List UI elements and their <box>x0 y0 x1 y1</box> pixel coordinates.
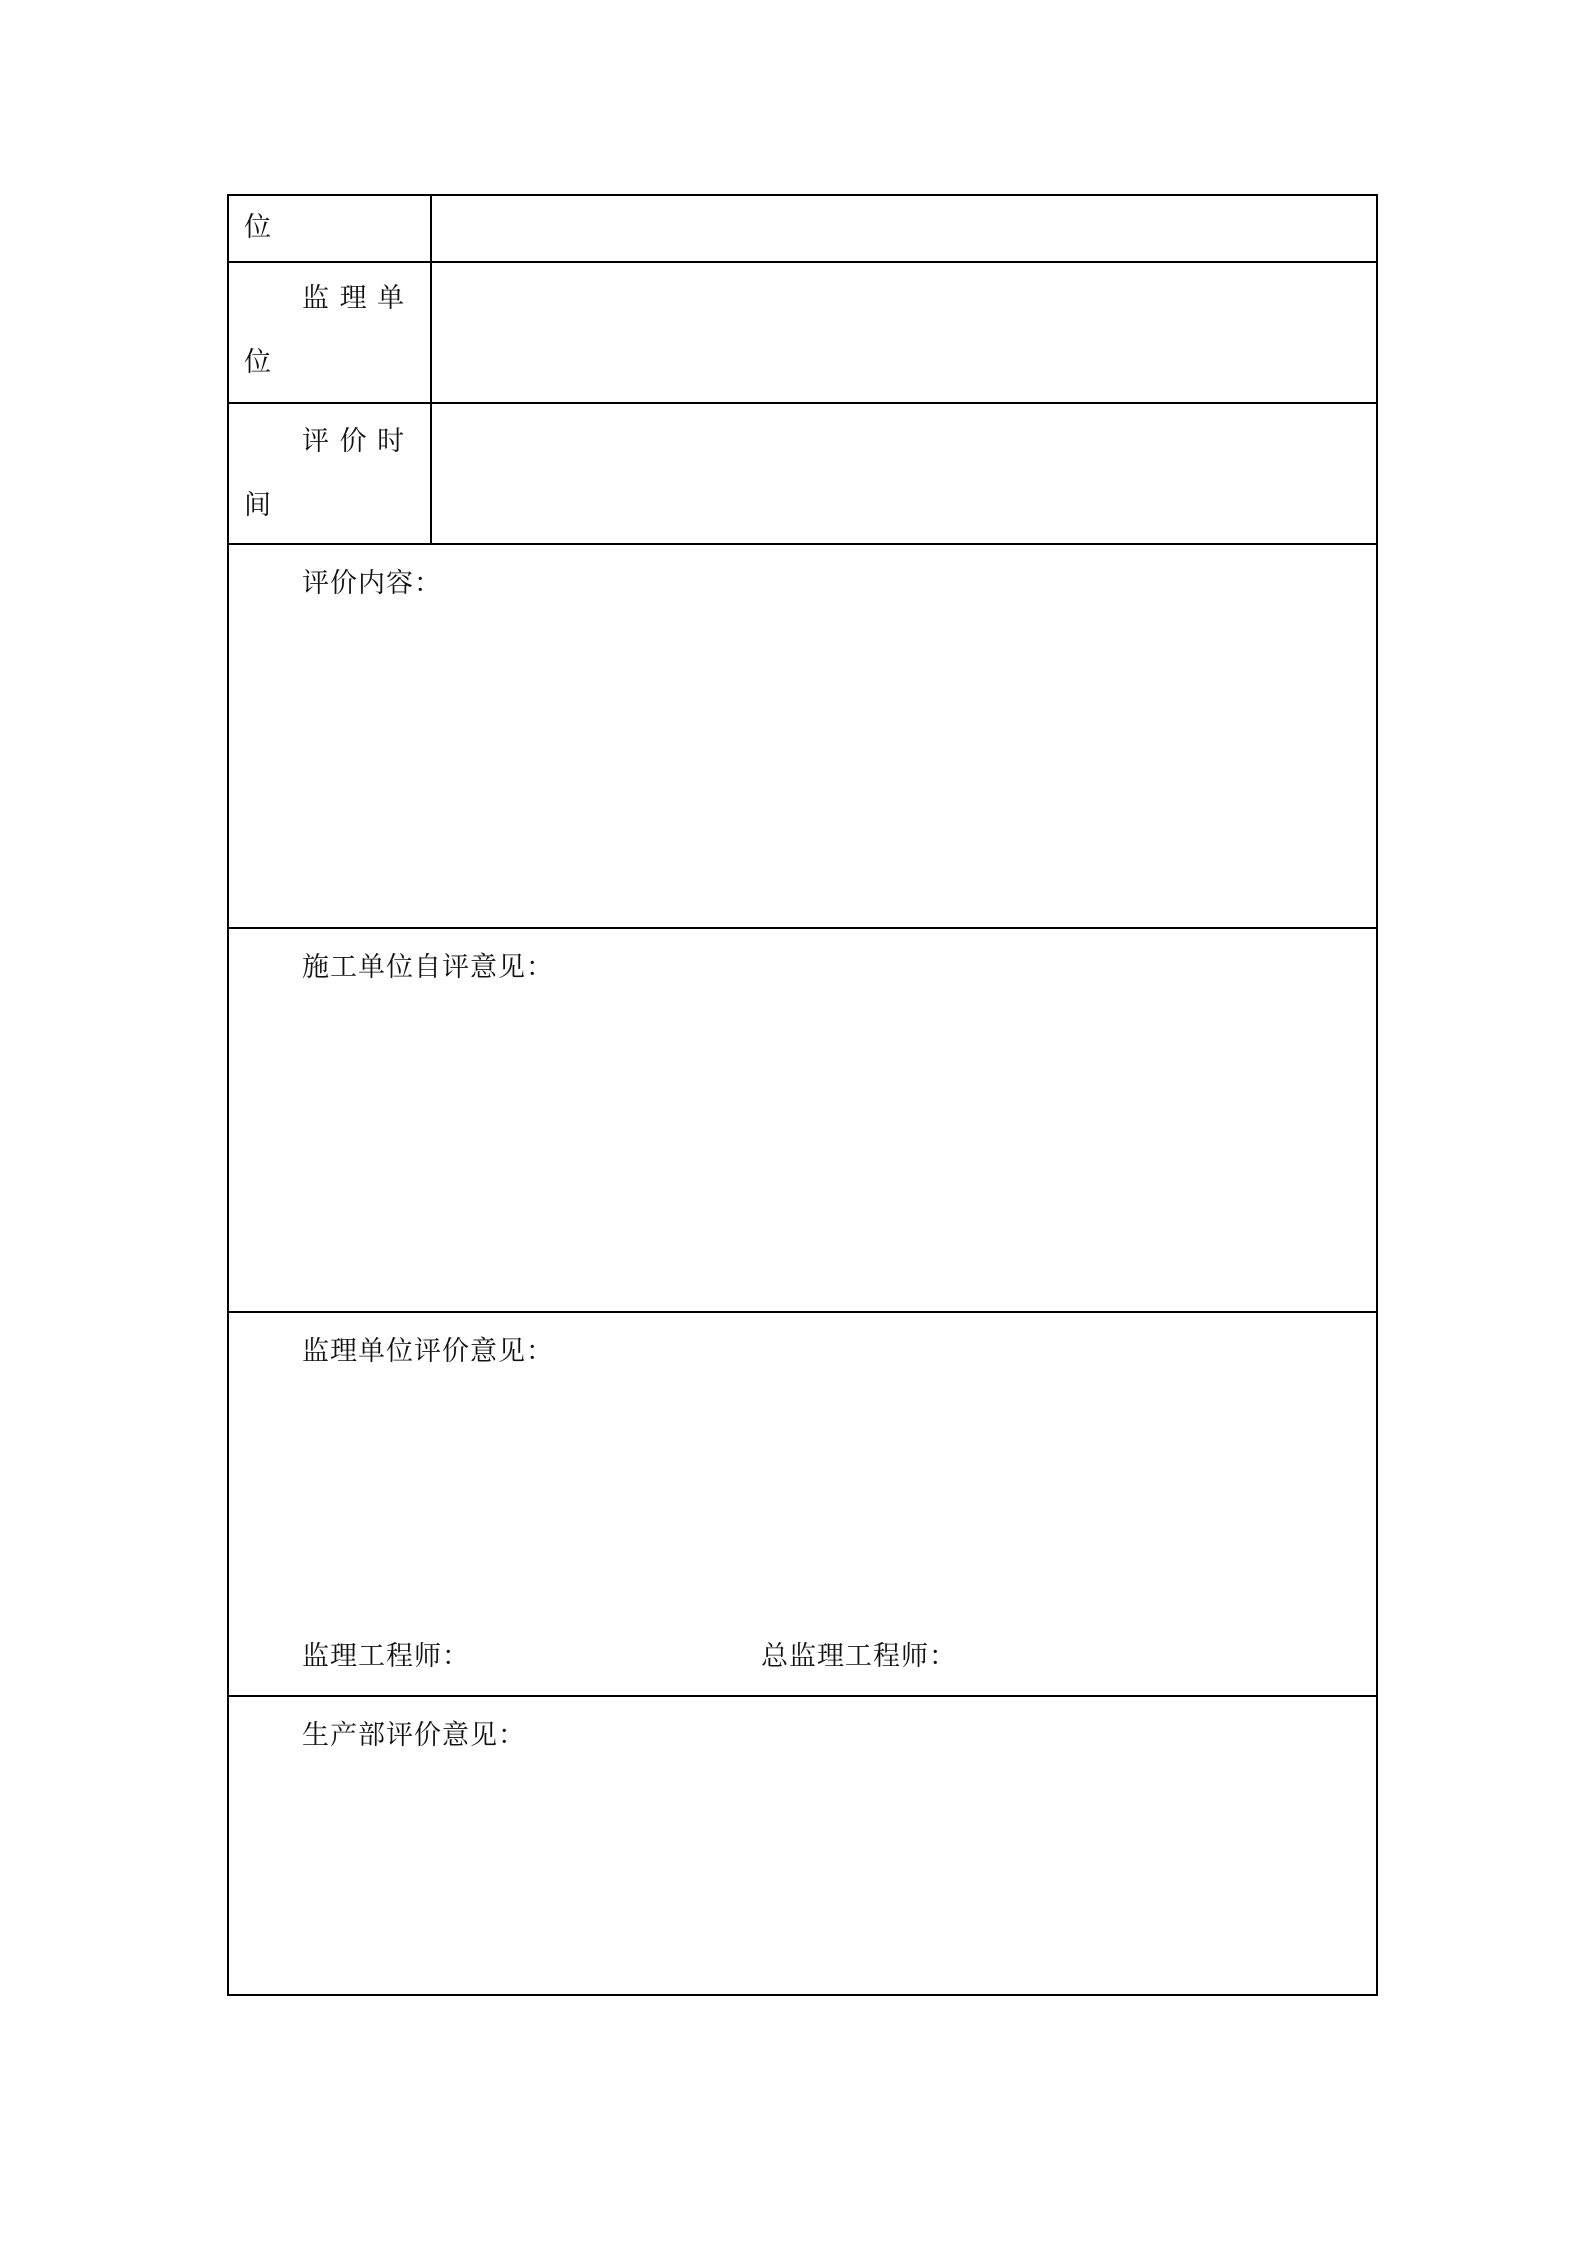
eval-time-row <box>229 404 1376 545</box>
supervisor-eval-section[interactable] <box>229 1313 1376 1697</box>
eval-time-label-line1: 评 价 时 <box>302 426 406 457</box>
eval-content-section[interactable] <box>229 545 1376 929</box>
eval-time-value-field[interactable] <box>432 404 1376 543</box>
supervisor-unit-label-line2: 位 <box>244 347 272 378</box>
production-eval-label: 生产部评价意见： <box>302 1720 526 1751</box>
supervising-engineer-label: 监理工程师： <box>302 1641 470 1672</box>
construction-self-eval-section[interactable] <box>229 929 1376 1313</box>
chief-supervising-engineer-label: 总监理工程师： <box>761 1641 957 1672</box>
production-eval-section[interactable] <box>229 1697 1376 1994</box>
unit-label-cell <box>229 196 432 261</box>
unit-label-tail: 位 <box>244 212 272 243</box>
eval-content-label: 评价内容： <box>302 568 442 599</box>
eval-time-label-cell <box>229 404 432 543</box>
eval-time-label-line2: 间 <box>244 490 272 521</box>
unit-row <box>229 196 1376 263</box>
evaluation-form-table <box>227 194 1378 1996</box>
construction-self-eval-label: 施工单位自评意见： <box>302 952 554 983</box>
supervisor-unit-label-line1: 监 理 单 <box>302 283 406 314</box>
supervisor-unit-label-cell <box>229 263 432 402</box>
unit-value-field[interactable] <box>432 196 1376 261</box>
supervisor-eval-label: 监理单位评价意见： <box>302 1336 554 1367</box>
supervisor-unit-row <box>229 263 1376 404</box>
supervisor-unit-value-field[interactable] <box>432 263 1376 402</box>
